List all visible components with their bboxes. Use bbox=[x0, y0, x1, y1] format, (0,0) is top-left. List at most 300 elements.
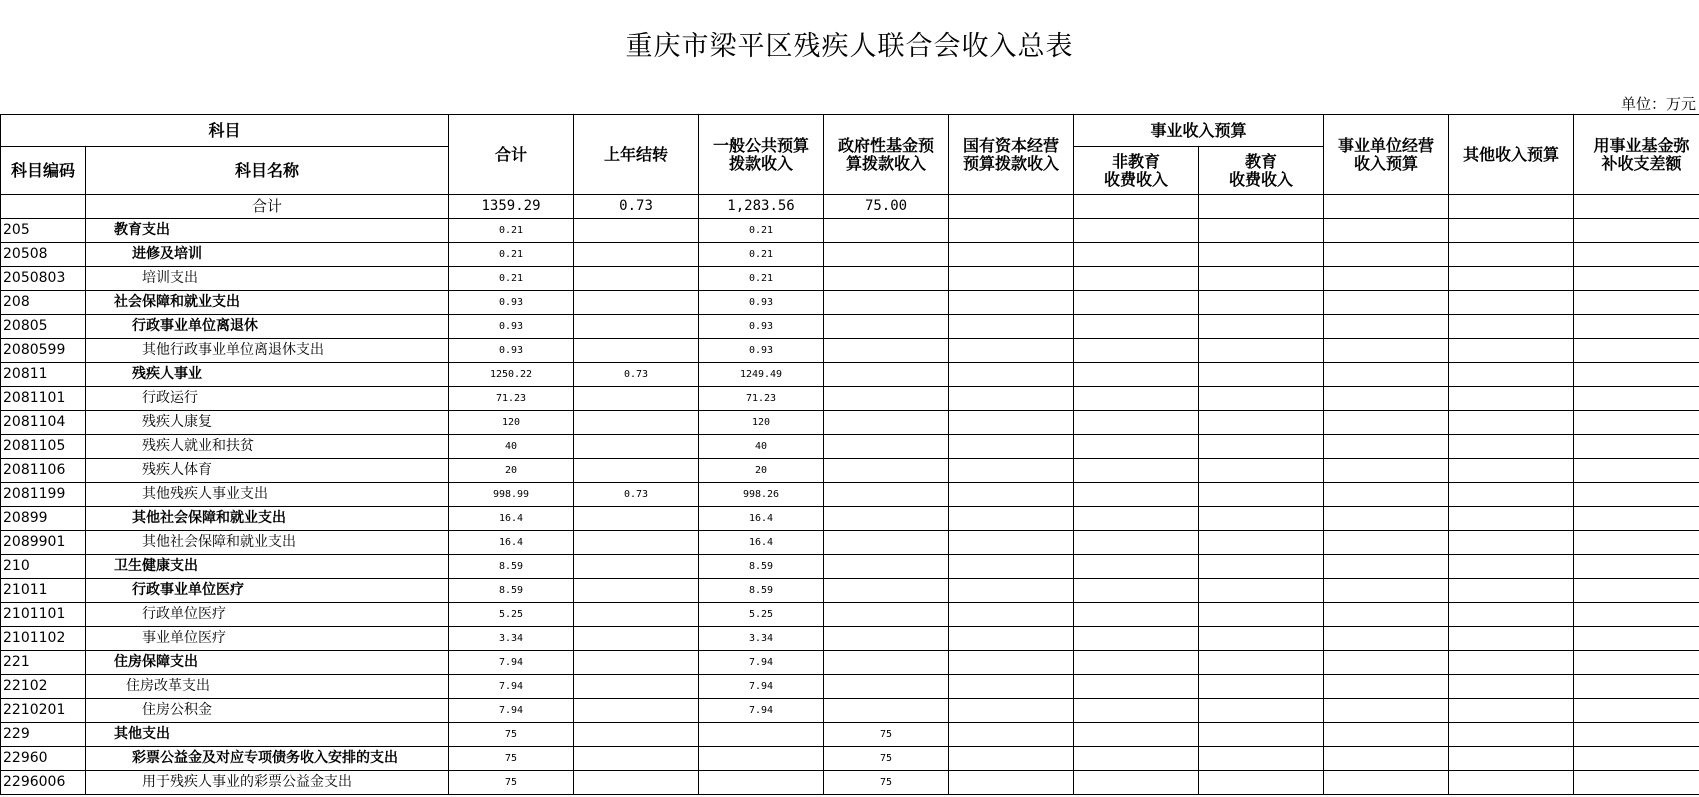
row-empty-cell bbox=[949, 387, 1074, 411]
row-empty-cell bbox=[1324, 627, 1449, 651]
row-empty-cell bbox=[1074, 483, 1199, 507]
row-carryover bbox=[574, 339, 699, 363]
row-govfund bbox=[824, 603, 949, 627]
row-empty-cell bbox=[949, 339, 1074, 363]
row-total: 998.99 bbox=[449, 483, 574, 507]
row-carryover bbox=[574, 507, 699, 531]
table-row bbox=[1, 531, 1699, 555]
row-empty-cell bbox=[1449, 579, 1574, 603]
row-name: 彩票公益金及对应专项债务收入安排的支出 bbox=[86, 747, 449, 771]
header-state-owned-text: 国有资本经营 预算拨款收入 bbox=[963, 135, 1060, 173]
row-empty-cell bbox=[1574, 627, 1699, 651]
row-name: 教育支出 bbox=[86, 219, 449, 243]
row-govfund bbox=[824, 363, 949, 387]
row-carryover bbox=[574, 675, 699, 699]
row-govfund bbox=[824, 627, 949, 651]
row-carryover bbox=[574, 771, 699, 795]
row-general: 120 bbox=[699, 411, 824, 435]
row-general: 1249.49 bbox=[699, 363, 824, 387]
row-empty-cell bbox=[949, 315, 1074, 339]
row-empty-cell bbox=[949, 555, 1074, 579]
row-total: 0.93 bbox=[449, 291, 574, 315]
row-code: 229 bbox=[1, 723, 86, 747]
row-empty-cell bbox=[1324, 387, 1449, 411]
row-general: 5.25 bbox=[699, 603, 824, 627]
row-carryover bbox=[574, 555, 699, 579]
row-empty-cell bbox=[1324, 603, 1449, 627]
total-total: 1359.29 bbox=[449, 195, 574, 219]
row-name: 卫生健康支出 bbox=[86, 555, 449, 579]
header-education bbox=[1199, 147, 1324, 195]
row-empty-cell bbox=[1449, 555, 1574, 579]
row-empty-cell bbox=[949, 483, 1074, 507]
row-code: 221 bbox=[1, 651, 86, 675]
row-govfund bbox=[824, 387, 949, 411]
row-empty-cell bbox=[1074, 723, 1199, 747]
row-general: 7.94 bbox=[699, 699, 824, 723]
header-operation-income bbox=[1324, 115, 1449, 195]
row-empty-cell bbox=[1074, 267, 1199, 291]
row-code: 2081101 bbox=[1, 387, 86, 411]
row-empty-cell bbox=[1199, 219, 1324, 243]
row-empty-cell bbox=[1574, 603, 1699, 627]
row-empty-cell bbox=[1574, 747, 1699, 771]
row-empty-cell bbox=[1324, 459, 1449, 483]
row-empty-cell bbox=[1199, 675, 1324, 699]
row-total: 7.94 bbox=[449, 651, 574, 675]
row-empty-cell bbox=[1324, 411, 1449, 435]
row-empty-cell bbox=[1449, 699, 1574, 723]
row-empty-cell bbox=[949, 747, 1074, 771]
row-empty-cell bbox=[1199, 435, 1324, 459]
total-empty-cell bbox=[1574, 195, 1699, 219]
row-govfund bbox=[824, 531, 949, 555]
row-total: 40 bbox=[449, 435, 574, 459]
row-code: 2296006 bbox=[1, 771, 86, 795]
header-operation-income-text: 事业单位经营 收入预算 bbox=[1338, 135, 1435, 173]
row-code: 20508 bbox=[1, 243, 86, 267]
row-empty-cell bbox=[1324, 507, 1449, 531]
row-carryover bbox=[574, 411, 699, 435]
row-empty-cell bbox=[1199, 339, 1324, 363]
row-empty-cell bbox=[1574, 435, 1699, 459]
row-govfund bbox=[824, 243, 949, 267]
row-govfund bbox=[824, 219, 949, 243]
table-row bbox=[1, 291, 1699, 315]
row-code: 2050803 bbox=[1, 267, 86, 291]
row-total: 75 bbox=[449, 771, 574, 795]
row-empty-cell bbox=[1449, 459, 1574, 483]
row-name: 其他支出 bbox=[86, 723, 449, 747]
row-total: 0.21 bbox=[449, 219, 574, 243]
row-govfund: 75 bbox=[824, 771, 949, 795]
header-business-income: 事业收入预算 bbox=[1074, 115, 1324, 147]
row-empty-cell bbox=[1449, 363, 1574, 387]
row-empty-cell bbox=[949, 411, 1074, 435]
row-empty-cell bbox=[1574, 363, 1699, 387]
row-total: 16.4 bbox=[449, 507, 574, 531]
row-carryover bbox=[574, 747, 699, 771]
row-code: 20805 bbox=[1, 315, 86, 339]
row-empty-cell bbox=[1324, 363, 1449, 387]
row-name: 社会保障和就业支出 bbox=[86, 291, 449, 315]
row-empty-cell bbox=[949, 603, 1074, 627]
row-empty-cell bbox=[1574, 291, 1699, 315]
row-carryover bbox=[574, 699, 699, 723]
table-row bbox=[1, 747, 1699, 771]
row-code: 20811 bbox=[1, 363, 86, 387]
row-code: 2101101 bbox=[1, 603, 86, 627]
row-empty-cell bbox=[949, 627, 1074, 651]
row-empty-cell bbox=[1574, 243, 1699, 267]
row-empty-cell bbox=[1449, 747, 1574, 771]
row-carryover bbox=[574, 315, 699, 339]
row-total: 7.94 bbox=[449, 699, 574, 723]
row-name: 住房公积金 bbox=[86, 699, 449, 723]
header-noneducation-text: 非教育 收费收入 bbox=[1104, 151, 1169, 189]
total-code-cell bbox=[1, 195, 86, 219]
table-row bbox=[1, 339, 1699, 363]
row-carryover bbox=[574, 219, 699, 243]
row-empty-cell bbox=[949, 699, 1074, 723]
row-empty-cell bbox=[1199, 363, 1324, 387]
header-state-owned bbox=[949, 115, 1074, 195]
total-empty-cell bbox=[1074, 195, 1199, 219]
row-general: 7.94 bbox=[699, 675, 824, 699]
row-name: 残疾人事业 bbox=[86, 363, 449, 387]
row-empty-cell bbox=[1574, 483, 1699, 507]
row-empty-cell bbox=[949, 219, 1074, 243]
row-empty-cell bbox=[1199, 243, 1324, 267]
row-general: 8.59 bbox=[699, 555, 824, 579]
row-govfund bbox=[824, 339, 949, 363]
row-carryover bbox=[574, 459, 699, 483]
row-carryover bbox=[574, 387, 699, 411]
row-empty-cell bbox=[1074, 579, 1199, 603]
row-empty-cell bbox=[1449, 435, 1574, 459]
total-empty-cell bbox=[1324, 195, 1449, 219]
row-empty-cell bbox=[1449, 771, 1574, 795]
header-general-budget bbox=[699, 115, 824, 195]
row-empty-cell bbox=[1324, 315, 1449, 339]
unit-label: 单位：万元 bbox=[1620, 95, 1696, 113]
row-empty-cell bbox=[1074, 651, 1199, 675]
row-name: 其他残疾人事业支出 bbox=[86, 483, 449, 507]
row-code: 20899 bbox=[1, 507, 86, 531]
table-row bbox=[1, 267, 1699, 291]
row-empty-cell bbox=[1074, 363, 1199, 387]
header-education-text: 教育 收费收入 bbox=[1229, 151, 1294, 189]
header-fund-subsidy-text: 用事业基金弥 补收支差额 bbox=[1593, 135, 1690, 173]
row-general: 0.21 bbox=[699, 219, 824, 243]
table-row bbox=[1, 219, 1699, 243]
row-empty-cell bbox=[1449, 675, 1574, 699]
table-row bbox=[1, 651, 1699, 675]
row-govfund bbox=[824, 267, 949, 291]
row-total: 0.93 bbox=[449, 315, 574, 339]
row-empty-cell bbox=[1574, 339, 1699, 363]
row-total: 5.25 bbox=[449, 603, 574, 627]
row-name: 进修及培训 bbox=[86, 243, 449, 267]
header-carryover: 上年结转 bbox=[574, 115, 699, 195]
table-row bbox=[1, 699, 1699, 723]
row-empty-cell bbox=[1324, 699, 1449, 723]
row-empty-cell bbox=[1074, 411, 1199, 435]
row-empty-cell bbox=[1074, 603, 1199, 627]
row-total: 120 bbox=[449, 411, 574, 435]
row-general bbox=[699, 747, 824, 771]
row-name: 其他社会保障和就业支出 bbox=[86, 531, 449, 555]
row-empty-cell bbox=[949, 651, 1074, 675]
row-name: 住房改革支出 bbox=[86, 675, 449, 699]
row-empty-cell bbox=[1199, 699, 1324, 723]
row-empty-cell bbox=[1324, 243, 1449, 267]
row-total: 75 bbox=[449, 747, 574, 771]
row-name: 行政单位医疗 bbox=[86, 603, 449, 627]
row-name: 用于残疾人事业的彩票公益金支出 bbox=[86, 771, 449, 795]
row-empty-cell bbox=[1449, 267, 1574, 291]
row-general: 0.21 bbox=[699, 267, 824, 291]
table-row bbox=[1, 459, 1699, 483]
table-row bbox=[1, 723, 1699, 747]
row-govfund bbox=[824, 291, 949, 315]
row-total: 20 bbox=[449, 459, 574, 483]
row-empty-cell bbox=[949, 771, 1074, 795]
row-empty-cell bbox=[1324, 579, 1449, 603]
row-empty-cell bbox=[1324, 747, 1449, 771]
total-govfund: 75.00 bbox=[824, 195, 949, 219]
row-carryover bbox=[574, 435, 699, 459]
table-row bbox=[1, 627, 1699, 651]
row-empty-cell bbox=[1574, 555, 1699, 579]
row-general: 40 bbox=[699, 435, 824, 459]
row-empty-cell bbox=[1574, 699, 1699, 723]
row-govfund: 75 bbox=[824, 747, 949, 771]
row-empty-cell bbox=[1199, 651, 1324, 675]
row-empty-cell bbox=[1574, 411, 1699, 435]
row-name: 残疾人就业和扶贫 bbox=[86, 435, 449, 459]
row-empty-cell bbox=[1199, 723, 1324, 747]
row-code: 2081106 bbox=[1, 459, 86, 483]
row-name: 事业单位医疗 bbox=[86, 627, 449, 651]
row-empty-cell bbox=[1449, 531, 1574, 555]
row-empty-cell bbox=[1324, 723, 1449, 747]
row-carryover bbox=[574, 651, 699, 675]
row-general: 0.93 bbox=[699, 291, 824, 315]
row-empty-cell bbox=[1074, 627, 1199, 651]
row-empty-cell bbox=[1449, 723, 1574, 747]
row-empty-cell bbox=[1574, 459, 1699, 483]
row-empty-cell bbox=[1074, 771, 1199, 795]
row-empty-cell bbox=[1449, 483, 1574, 507]
row-general: 7.94 bbox=[699, 651, 824, 675]
row-general: 0.93 bbox=[699, 315, 824, 339]
row-empty-cell bbox=[1199, 267, 1324, 291]
row-name: 培训支出 bbox=[86, 267, 449, 291]
row-empty-cell bbox=[1574, 531, 1699, 555]
row-general: 16.4 bbox=[699, 507, 824, 531]
row-general: 8.59 bbox=[699, 579, 824, 603]
row-carryover: 0.73 bbox=[574, 483, 699, 507]
row-empty-cell bbox=[1449, 243, 1574, 267]
row-name: 其他行政事业单位离退休支出 bbox=[86, 339, 449, 363]
row-code: 208 bbox=[1, 291, 86, 315]
row-govfund: 75 bbox=[824, 723, 949, 747]
row-empty-cell bbox=[1074, 339, 1199, 363]
row-empty-cell bbox=[1074, 459, 1199, 483]
row-total: 7.94 bbox=[449, 675, 574, 699]
row-empty-cell bbox=[1574, 315, 1699, 339]
row-govfund bbox=[824, 699, 949, 723]
total-carryover: 0.73 bbox=[574, 195, 699, 219]
row-empty-cell bbox=[1199, 387, 1324, 411]
row-empty-cell bbox=[1324, 219, 1449, 243]
row-empty-cell bbox=[949, 723, 1074, 747]
row-empty-cell bbox=[1574, 387, 1699, 411]
row-govfund bbox=[824, 459, 949, 483]
row-carryover bbox=[574, 531, 699, 555]
income-summary-table bbox=[0, 114, 1699, 795]
total-empty-cell bbox=[1449, 195, 1574, 219]
row-total: 0.21 bbox=[449, 267, 574, 291]
row-empty-cell bbox=[949, 267, 1074, 291]
table-row bbox=[1, 483, 1699, 507]
total-general: 1,283.56 bbox=[699, 195, 824, 219]
row-empty-cell bbox=[1574, 219, 1699, 243]
row-empty-cell bbox=[1449, 411, 1574, 435]
row-empty-cell bbox=[949, 435, 1074, 459]
row-carryover bbox=[574, 579, 699, 603]
header-name: 科目名称 bbox=[86, 147, 449, 195]
row-empty-cell bbox=[1074, 243, 1199, 267]
header-other-income: 其他收入预算 bbox=[1449, 115, 1574, 195]
row-empty-cell bbox=[1199, 579, 1324, 603]
table-row bbox=[1, 435, 1699, 459]
table-row bbox=[1, 507, 1699, 531]
row-empty-cell bbox=[1199, 291, 1324, 315]
row-empty-cell bbox=[1074, 747, 1199, 771]
row-empty-cell bbox=[1324, 555, 1449, 579]
row-empty-cell bbox=[1074, 507, 1199, 531]
row-empty-cell bbox=[949, 291, 1074, 315]
row-govfund bbox=[824, 315, 949, 339]
row-general: 71.23 bbox=[699, 387, 824, 411]
row-empty-cell bbox=[1449, 507, 1574, 531]
row-carryover bbox=[574, 267, 699, 291]
total-empty-cell bbox=[1199, 195, 1324, 219]
table-row bbox=[1, 603, 1699, 627]
row-empty-cell bbox=[1449, 291, 1574, 315]
row-empty-cell bbox=[1199, 531, 1324, 555]
row-empty-cell bbox=[1199, 483, 1324, 507]
row-name: 住房保障支出 bbox=[86, 651, 449, 675]
table-row bbox=[1, 243, 1699, 267]
row-empty-cell bbox=[1324, 531, 1449, 555]
table-row bbox=[1, 675, 1699, 699]
row-empty-cell bbox=[1199, 411, 1324, 435]
row-empty-cell bbox=[1574, 507, 1699, 531]
row-carryover bbox=[574, 627, 699, 651]
table-row bbox=[1, 579, 1699, 603]
row-empty-cell bbox=[1574, 267, 1699, 291]
row-code: 2080599 bbox=[1, 339, 86, 363]
row-empty-cell bbox=[949, 531, 1074, 555]
row-code: 21011 bbox=[1, 579, 86, 603]
row-general bbox=[699, 723, 824, 747]
row-code: 2081105 bbox=[1, 435, 86, 459]
row-code: 205 bbox=[1, 219, 86, 243]
row-total: 0.93 bbox=[449, 339, 574, 363]
row-empty-cell bbox=[1574, 723, 1699, 747]
row-empty-cell bbox=[1449, 627, 1574, 651]
row-carryover bbox=[574, 243, 699, 267]
total-label: 合计 bbox=[86, 195, 449, 219]
row-code: 2081199 bbox=[1, 483, 86, 507]
header-total: 合计 bbox=[449, 115, 574, 195]
table-row bbox=[1, 411, 1699, 435]
row-govfund bbox=[824, 411, 949, 435]
row-empty-cell bbox=[1324, 267, 1449, 291]
header-code: 科目编码 bbox=[1, 147, 86, 195]
row-empty-cell bbox=[1324, 291, 1449, 315]
row-name: 行政事业单位医疗 bbox=[86, 579, 449, 603]
row-general: 20 bbox=[699, 459, 824, 483]
row-name: 行政运行 bbox=[86, 387, 449, 411]
table-row bbox=[1, 387, 1699, 411]
row-empty-cell bbox=[1324, 435, 1449, 459]
row-total: 75 bbox=[449, 723, 574, 747]
row-govfund bbox=[824, 507, 949, 531]
row-empty-cell bbox=[949, 459, 1074, 483]
row-empty-cell bbox=[949, 243, 1074, 267]
table-row bbox=[1, 771, 1699, 795]
row-empty-cell bbox=[1324, 483, 1449, 507]
row-empty-cell bbox=[1324, 339, 1449, 363]
row-empty-cell bbox=[1324, 675, 1449, 699]
row-empty-cell bbox=[1074, 387, 1199, 411]
row-name: 残疾人康复 bbox=[86, 411, 449, 435]
row-total: 71.23 bbox=[449, 387, 574, 411]
row-code: 22960 bbox=[1, 747, 86, 771]
row-empty-cell bbox=[1574, 651, 1699, 675]
row-empty-cell bbox=[1199, 507, 1324, 531]
row-empty-cell bbox=[1074, 291, 1199, 315]
row-total: 3.34 bbox=[449, 627, 574, 651]
row-empty-cell bbox=[1199, 315, 1324, 339]
total-empty-cell bbox=[949, 195, 1074, 219]
row-general: 16.4 bbox=[699, 531, 824, 555]
row-empty-cell bbox=[1074, 555, 1199, 579]
row-empty-cell bbox=[1574, 675, 1699, 699]
row-empty-cell bbox=[1074, 219, 1199, 243]
row-total: 1250.22 bbox=[449, 363, 574, 387]
header-fund-subsidy bbox=[1574, 115, 1699, 195]
row-empty-cell bbox=[1199, 771, 1324, 795]
row-empty-cell bbox=[1449, 315, 1574, 339]
header-gov-fund-text: 政府性基金预 算拨款收入 bbox=[838, 135, 935, 173]
row-general: 3.34 bbox=[699, 627, 824, 651]
row-empty-cell bbox=[1074, 435, 1199, 459]
row-govfund bbox=[824, 579, 949, 603]
row-govfund bbox=[824, 675, 949, 699]
row-empty-cell bbox=[1449, 219, 1574, 243]
table-row bbox=[1, 363, 1699, 387]
row-empty-cell bbox=[1199, 747, 1324, 771]
row-empty-cell bbox=[949, 579, 1074, 603]
row-empty-cell bbox=[1199, 459, 1324, 483]
header-gov-fund bbox=[824, 115, 949, 195]
row-code: 2101102 bbox=[1, 627, 86, 651]
